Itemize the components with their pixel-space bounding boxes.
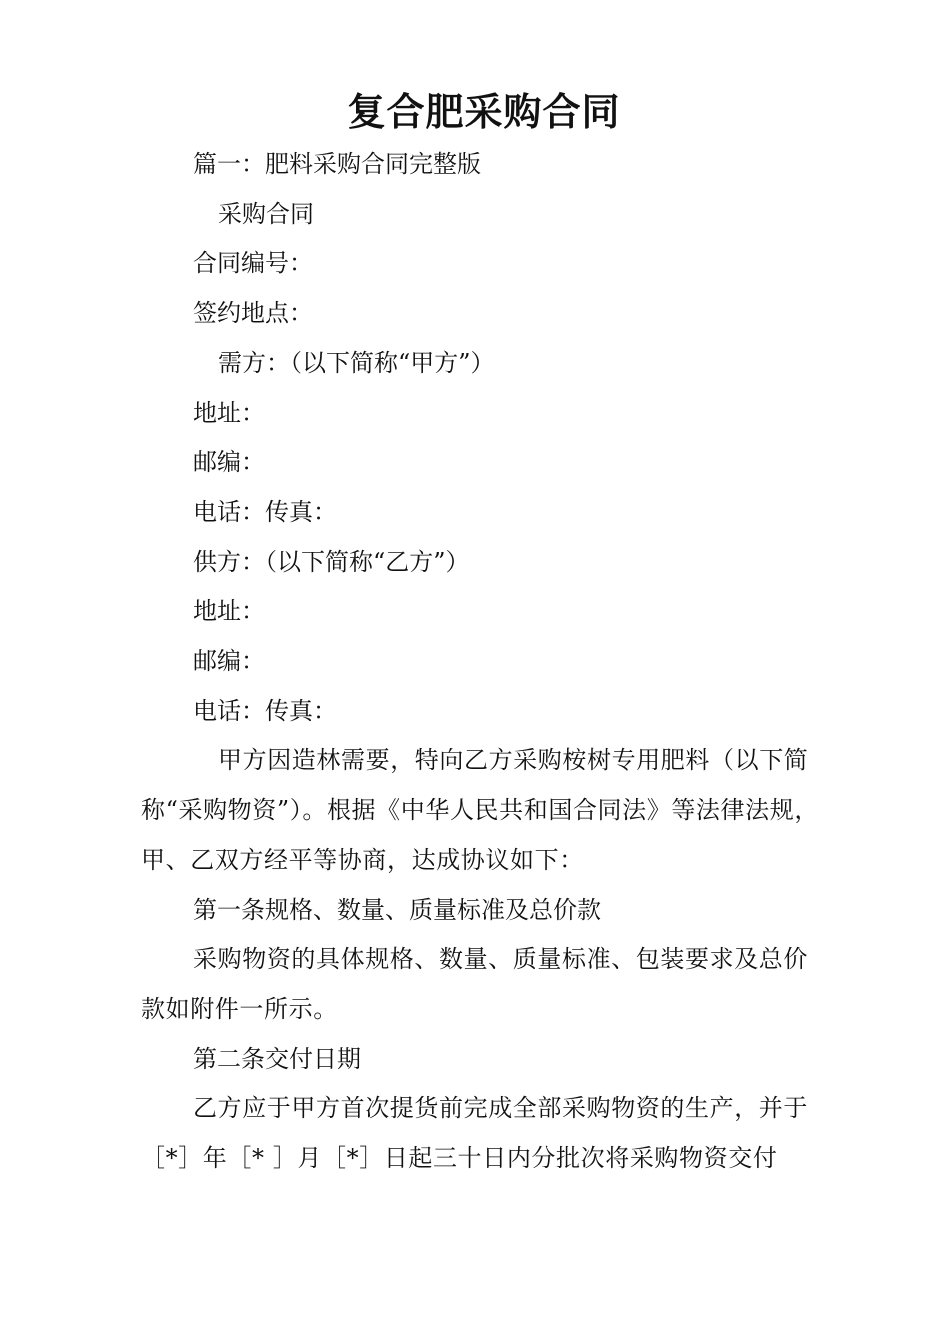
supplier-address-field: 地址： (193, 597, 265, 626)
buyer-postcode-field: 邮编： (193, 448, 265, 477)
supplier-postcode-field: 邮编： (193, 647, 265, 676)
document-body (141, 140, 831, 1184)
article-2-paragraph: 乙方应于甲方首次提货前完成全部采购物资的生产，并于［*］年［* ］月［*］日起三十日内分批次将采购物资交付 (141, 1094, 808, 1173)
article-1-paragraph: 采购物资的具体规格、数量、质量标准、包装要求及总价款如附件一所示。 (141, 945, 808, 1023)
signing-location-field: 签约地点： (193, 299, 313, 328)
supplier-label: 供方：（以下简称“乙方”） (193, 547, 470, 576)
buyer-address-field: 地址： (193, 398, 265, 427)
contract-number-field: 合同编号： (193, 249, 313, 278)
buyer-phone-fax-field: 电话：传真： (193, 497, 337, 526)
preamble-paragraph: 甲方因造林需要，特向乙方采购桉树专用肥料（以下简称“采购物资”）。根据《中华人民共和国合同法》等法律法规，甲、乙双方经平等协商，达成协议如下： (141, 746, 819, 874)
article-2-heading: 第二条交付日期 (193, 1044, 361, 1073)
article-1-heading: 第一条规格、数量、质量标准及总价款 (193, 895, 601, 924)
supplier-phone-fax-field: 电话：传真： (193, 696, 337, 725)
buyer-label: 需方：（以下简称“甲方”） (218, 348, 495, 377)
section-heading: 篇一：肥料采购合同完整版 (193, 150, 481, 178)
contract-subtitle: 采购合同 (218, 199, 314, 228)
document-title: 复合肥采购合同 (347, 89, 621, 134)
